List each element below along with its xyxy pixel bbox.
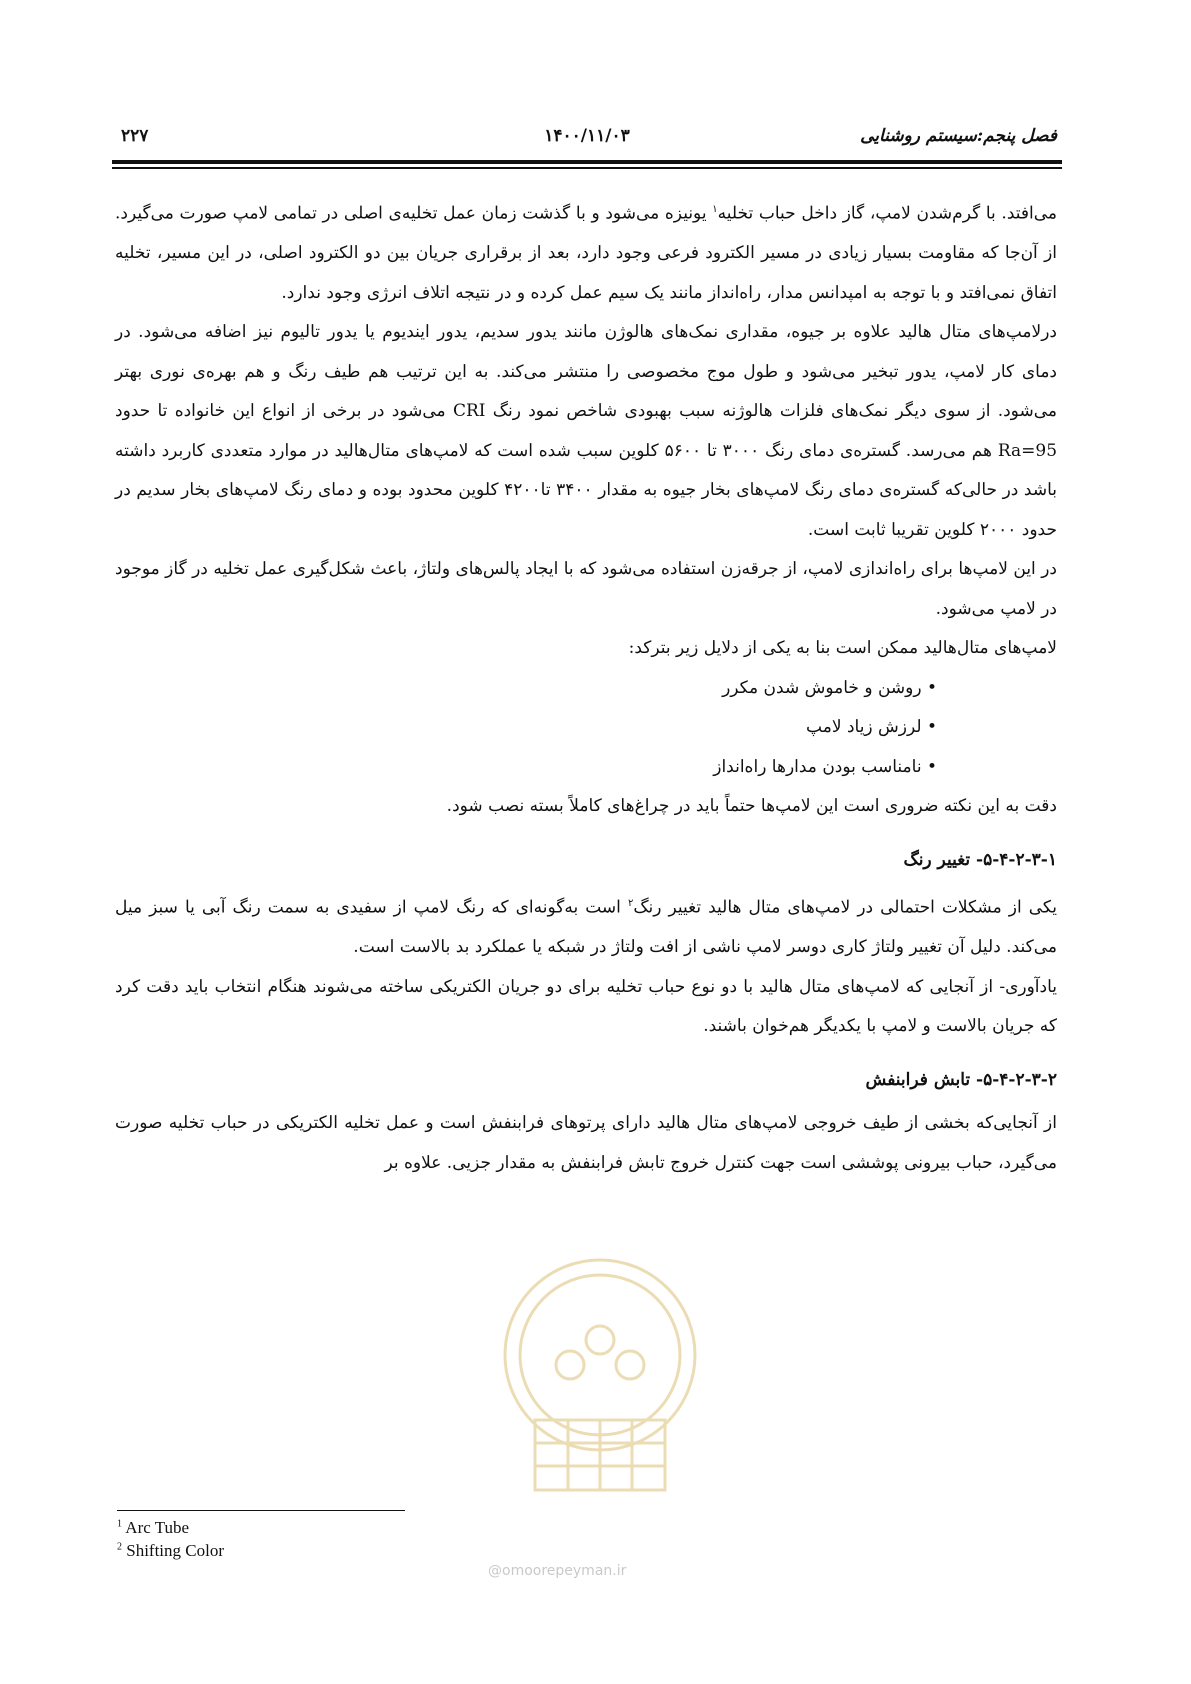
footnote-rule	[117, 1510, 405, 1511]
header-date: ۱۴۰۰/۱۱/۰۳	[544, 126, 630, 146]
paragraph: لامپ‌های متال‌هالید ممکن است بنا به یکی از دلایل زیر بترکد:	[628, 638, 1057, 659]
chapter-title: فصل پنجم:سیستم روشنایی	[860, 126, 1057, 146]
header-rule-thick	[112, 160, 1062, 164]
paragraph: از آنجایی‌که بخشی از طیف خروجی لامپ‌های متال هالید دارای پرتوهای فرابنفش است و عمل تخلیه الکتریکی در حباب تخلیه صورت می‌گیرد، حباب بیرونی پوششی است جهت کنترل خروج تابش فرابنفش به مقدار جزیی. علاوه بر	[115, 1113, 1057, 1173]
footnote-ref: ۲	[627, 898, 634, 910]
header-rule-thin	[112, 167, 1062, 169]
paragraph: یادآوری- از آنجایی که لامپ‌های متال هالید با دو نوع حباب تخلیه برای دو جریان الکتریکی ساخته می‌شوند هنگام انتخاب باید دقت کرد که جریان بالاست و لامپ با یکدیگر هم‌خوان باشند.	[115, 976, 1057, 1037]
watermark-logo-icon	[490, 1245, 710, 1545]
page-number: ۲۲۷	[121, 126, 149, 146]
footnote: $^2$ Shifting Color	[117, 1541, 225, 1560]
list-item: • روشن و خاموش شدن مکرر	[115, 669, 1057, 709]
paragraph: می‌افتد. با گرم‌شدن لامپ، گاز داخل حباب تخلیه$^۱$ یونیزه می‌شود و با گذشت زمان عمل تخلیه‌ی اصلی در تمامی لامپ صورت می‌گیرد. از آن‌جا که مقاومت بسیار زیادی در مسیر الکترود فرعی وجود دارد، بعد از برقراری جریان بین دو الکترود اصلی، در این مسیر، تخلیه اتفاق نمی‌افتد و با توجه به امپدانس مدار، راه‌انداز مانند یک سیم عمل کرده و در نتیجه اتلاف انرژی وجود ندارد.	[115, 203, 1058, 303]
body-text	[115, 190, 1057, 1183]
footnote-ref: ۱	[712, 204, 718, 215]
page-header	[117, 126, 1057, 152]
list-item: • نامناسب بودن مدارها راه‌انداز	[115, 748, 1057, 788]
paragraph: در این لامپ‌ها برای راه‌اندازی لامپ، از جرقه‌زن استفاده می‌شود که با ایجاد پالس‌های ولتاژ، باعث شکل‌گیری عمل تخلیه در گاز موجود در لامپ می‌شود.	[115, 559, 1057, 619]
paragraph: یکی از مشکلات احتمالی در لامپ‌های متال هالید تغییر رنگ$^۲$ است به‌گونه‌ای که رنگ لامپ از سفیدی به سمت رنگ آبی یا سبز میل می‌کند. دلیل آن تغییر ولتاژ کاری دوسر لامپ ناشی از افت ولتاژ در شبکه یا عملکرد بد بالاست است.	[115, 897, 1057, 958]
paragraph: دقت به این نکته ضروری است این لامپ‌ها حتماً باید در چراغ‌های کاملاً بسته نصب شود.	[446, 796, 1057, 817]
footnote: $^1$ Arc Tube	[117, 1518, 190, 1537]
watermark-text: @omoorepeyman.ir	[488, 1563, 627, 1579]
list-item: • لرزش زیاد لامپ	[115, 708, 1057, 748]
section-heading: ۵-۴-۲-۳-۲- تابش فرابنفش	[865, 1069, 1057, 1090]
paragraph: درلامپ‌های متال هالید علاوه بر جیوه، مقداری نمک‌های هالوژن مانند یدور سدیم، یدور ایندیوم یا یدور تالیوم نیز اضافه می‌شود. در دمای کار لامپ، یدور تبخیر می‌شود و طول موج مخصوصی را منتشر می‌کند. به این ترتیب هم طیف رنگ و هم بهره‌ی نوری بهتر می‌شود. از سوی دیگر نمک‌های فلزات هالوژنه سبب بهبودی شاخص نمود رنگ CRI می‌شود در برخی از انواع این خانواده تا حدود Ra=95 هم می‌رسد. گستره‌ی دمای رنگ ۳۰۰۰ تا ۵۶۰۰ کلوین سبب شده است که لامپ‌های متال‌هالید در موارد متعددی کاربرد داشته باشد در حالی‌که گستره‌ی دمای رنگ لامپ‌های بخار جیوه به مقدار ۳۴۰۰ تا۴۲۰۰ کلوین محدود بوده و دمای رنگ لامپ‌های بخار سدیم در حدود ۲۰۰۰ کلوین تقریبا ثابت است.	[115, 322, 1058, 540]
section-heading: ۵-۴-۲-۳-۱- تغییر رنگ	[903, 849, 1057, 870]
